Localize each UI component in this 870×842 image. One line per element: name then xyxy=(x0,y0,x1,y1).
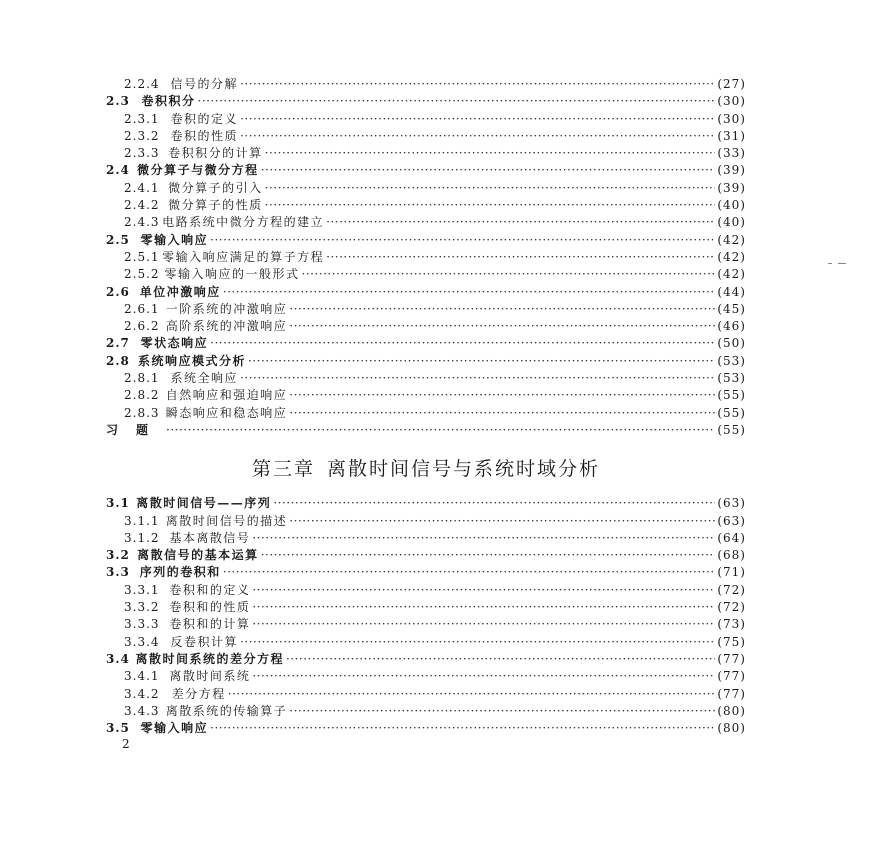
toc-entry-page: (44) xyxy=(717,284,746,299)
toc-entry-number: 3.3.2 xyxy=(124,600,160,615)
toc-dot-leader xyxy=(210,720,715,737)
toc-entry-page: (75) xyxy=(717,634,746,649)
toc-entry-title: 微分算子的引入 xyxy=(168,180,263,195)
toc-entry-page: (64) xyxy=(717,530,746,545)
toc-dot-leader xyxy=(289,387,715,404)
toc-dot-leader xyxy=(289,318,715,335)
toc-entry-page: (31) xyxy=(717,128,746,143)
scan-speck xyxy=(828,263,832,264)
toc-entry-number: 2.8.1 xyxy=(124,371,160,386)
toc-dot-leader xyxy=(240,128,715,145)
toc-entry-title: 电路系统中微分方程的建立 xyxy=(162,215,325,230)
toc-entry xyxy=(106,530,746,547)
toc-dot-leader xyxy=(289,513,715,530)
toc-entry xyxy=(106,686,746,703)
toc-entry-number: 2.4 xyxy=(106,163,130,178)
toc-entry xyxy=(106,197,746,214)
toc-entry xyxy=(106,180,746,197)
toc-entry-page: (30) xyxy=(717,94,746,109)
toc-entry-title: 离散信号的基本运算 xyxy=(137,548,259,563)
toc-entry-page: (33) xyxy=(717,146,746,161)
toc-entry-page: (77) xyxy=(717,669,746,684)
toc-entry xyxy=(106,405,746,422)
toc-entry-title: 信号的分解 xyxy=(170,77,239,91)
toc-entry-number: 3.2 xyxy=(106,548,130,563)
toc-entry-number: 3.3.3 xyxy=(124,617,160,632)
toc-entry-number: 2.8 xyxy=(106,353,130,368)
toc-entry-title: 离散时间系统 xyxy=(169,669,251,684)
toc-dot-leader xyxy=(289,301,715,318)
toc-entry xyxy=(106,301,746,318)
toc-entry-title: 基本离散信号 xyxy=(169,530,251,545)
toc-entry-title: 卷积和的定义 xyxy=(169,582,251,597)
toc-entry xyxy=(106,651,746,668)
toc-dot-leader xyxy=(252,582,715,599)
toc-dot-leader xyxy=(240,370,715,387)
toc-entry-page: (80) xyxy=(717,703,746,718)
toc-entry-page: (80) xyxy=(717,721,746,736)
toc-entry-number: 2.4.1 xyxy=(124,180,160,195)
toc-entry-title: 序列的卷积和 xyxy=(139,565,221,580)
toc-entry-title: 微分算子与微分方程 xyxy=(137,163,259,178)
toc-entry-number: 2.6.2 xyxy=(124,319,160,334)
toc-entry-title: 零输入响应满足的算子方程 xyxy=(162,249,325,264)
toc-entry xyxy=(106,266,746,283)
toc-entry xyxy=(106,668,746,685)
toc-entry-title: 离散时间信号——序列 xyxy=(136,496,272,511)
toc-entry-page: (42) xyxy=(717,267,746,282)
toc-entry xyxy=(106,111,746,128)
toc-dot-leader xyxy=(261,547,716,564)
toc-entry-title: 系统响应模式分析 xyxy=(138,353,247,368)
toc-entry-number: 2.8.3 xyxy=(124,405,160,420)
toc-entry-number: 2.3.2 xyxy=(124,128,160,143)
toc-entry xyxy=(106,76,746,93)
toc-entry-number: 2.6 xyxy=(106,284,130,299)
toc-entry-number: 2.6.1 xyxy=(124,301,160,316)
toc-entry-title: 微分算子的性质 xyxy=(168,198,263,213)
toc-dot-leader xyxy=(210,232,715,249)
toc-entry xyxy=(106,335,746,352)
toc-dot-leader xyxy=(240,634,715,651)
toc-dot-leader xyxy=(223,564,716,581)
toc-dot-leader xyxy=(273,495,715,512)
toc-entry xyxy=(106,422,746,439)
toc-section-chapter-2 xyxy=(106,76,746,439)
toc-entry-title: 零输入响应的一般形式 xyxy=(164,267,300,282)
toc-entry-title: 离散时间信号的描述 xyxy=(165,513,288,528)
toc-entry-page: (50) xyxy=(717,336,746,351)
toc-dot-leader xyxy=(289,703,715,720)
toc-entry-title: 离散时间系统的差分方程 xyxy=(135,651,284,666)
toc-entry-number: 2.5 xyxy=(106,232,130,247)
toc-dot-leader xyxy=(326,214,715,231)
toc-entry-page: (63) xyxy=(717,513,746,528)
toc-entry-number: 3.4 xyxy=(106,651,130,666)
toc-entry-page: (72) xyxy=(717,582,746,597)
toc-dot-leader xyxy=(265,180,716,197)
toc-entry-page: (46) xyxy=(717,319,746,334)
toc-entry-title: 一阶系统的冲激响应 xyxy=(165,301,288,316)
toc-entry-number: 2.2.4 xyxy=(124,77,160,91)
toc-entry-number: 2.3.3 xyxy=(124,146,160,161)
toc-entry-number: 3.3.4 xyxy=(124,634,160,649)
toc-entry-number: 2.3.1 xyxy=(124,111,160,126)
toc-dot-leader xyxy=(289,405,715,422)
toc-entry xyxy=(106,513,746,530)
toc-dot-leader xyxy=(252,599,715,616)
toc-entry-page: (30) xyxy=(717,111,746,126)
toc-entry xyxy=(106,214,746,231)
toc-entry xyxy=(106,547,746,564)
toc-entry-title: 卷积的性质 xyxy=(170,128,239,143)
toc-entry-title: 反卷积计算 xyxy=(170,634,239,649)
toc-entry-page: (45) xyxy=(717,301,746,316)
toc-dot-leader xyxy=(210,335,715,352)
toc-entry-page: (68) xyxy=(717,548,746,563)
toc-dot-leader xyxy=(326,249,715,266)
toc-entry-number: 习题 xyxy=(106,422,167,437)
toc-entry xyxy=(106,145,746,162)
toc-entry-title: 瞬态响应和稳态响应 xyxy=(165,405,288,420)
toc-dot-leader xyxy=(252,530,715,547)
toc-dot-leader xyxy=(252,616,715,633)
toc-entry-page: (72) xyxy=(717,600,746,615)
toc-dot-leader xyxy=(261,162,716,179)
toc-entry xyxy=(106,370,746,387)
toc-entry-page: (40) xyxy=(717,198,746,213)
toc-entry xyxy=(106,353,746,370)
toc-entry-title: 零输入响应 xyxy=(140,232,209,247)
toc-dot-leader xyxy=(240,111,715,128)
toc-entry-page: (77) xyxy=(717,651,746,666)
toc-entry xyxy=(106,93,746,110)
toc-entry-title: 零输入响应 xyxy=(140,721,209,736)
toc-entry xyxy=(106,162,746,179)
toc-section-chapter-3 xyxy=(106,495,746,737)
toc-entry xyxy=(106,495,746,512)
toc-entry-page: (42) xyxy=(717,249,746,264)
toc-entry-title: 卷积和的性质 xyxy=(169,600,251,615)
toc-entry xyxy=(106,582,746,599)
chapter-number: 第三章 xyxy=(251,457,315,480)
toc-dot-leader xyxy=(265,197,716,214)
toc-entry-page: (63) xyxy=(717,496,746,511)
toc-entry xyxy=(106,720,746,737)
chapter-heading xyxy=(106,439,746,495)
toc-dot-leader xyxy=(228,686,716,703)
page-number: 2 xyxy=(122,737,130,751)
toc-entry-number: 2.5.2 xyxy=(124,267,160,282)
toc-entry-title: 高阶系统的冲激响应 xyxy=(165,319,288,334)
toc-entry xyxy=(106,616,746,633)
toc-entry-number: 2.5.1 xyxy=(124,249,160,264)
toc-entry-title: 系统全响应 xyxy=(170,371,239,386)
toc-entry-page: (39) xyxy=(717,163,746,178)
toc-entry-page: (53) xyxy=(717,371,746,386)
toc-entry-number: 2.8.2 xyxy=(124,388,160,403)
toc-entry-page: (55) xyxy=(717,405,746,420)
toc-entry-number: 2.4.3 xyxy=(124,215,160,230)
toc-entry-page: (39) xyxy=(717,180,746,195)
toc-entry-title: 卷积积分的计算 xyxy=(168,146,263,161)
toc-entry xyxy=(106,599,746,616)
toc-dot-leader xyxy=(265,145,716,162)
toc-entry-number: 2.4.2 xyxy=(124,198,160,213)
toc-entry-title: 卷积积分 xyxy=(141,94,196,109)
toc-dot-leader xyxy=(248,353,715,370)
toc-entry xyxy=(106,128,746,145)
toc-dot-leader xyxy=(302,266,716,283)
toc-dot-leader xyxy=(286,651,715,668)
toc-entry-title: 自然响应和强迫响应 xyxy=(165,388,288,403)
toc-entry xyxy=(106,703,746,720)
toc-entry-page: (73) xyxy=(717,617,746,632)
toc-entry-title: 离散系统的传输算子 xyxy=(165,703,288,718)
toc-entry xyxy=(106,232,746,249)
toc-entry-number: 3.4.2 xyxy=(124,686,160,701)
toc-entry-page: (55) xyxy=(717,422,746,437)
toc-entry xyxy=(106,249,746,266)
chapter-title: 离散时间信号与系统时域分析 xyxy=(327,457,601,480)
toc-entry xyxy=(106,318,746,335)
toc-entry-number: 2.3 xyxy=(106,94,130,109)
toc-dot-leader xyxy=(198,93,716,110)
toc-dot-leader xyxy=(252,668,715,685)
toc-entry-title: 单位冲激响应 xyxy=(139,284,221,299)
toc-entry-title: 差分方程 xyxy=(171,686,226,701)
toc-entry-title: 零状态响应 xyxy=(140,336,209,351)
toc-entry-page: (42) xyxy=(717,232,746,247)
toc-entry xyxy=(106,387,746,404)
toc-entry-number: 3.1 xyxy=(106,496,130,511)
toc-entry-number: 2.7 xyxy=(106,336,130,351)
toc-entry-title: 卷积和的计算 xyxy=(169,617,251,632)
toc-entry-page: (27) xyxy=(717,77,746,91)
toc-entry xyxy=(106,564,746,581)
toc-entry-number: 3.1.1 xyxy=(124,513,160,528)
toc-entry-number: 3.3 xyxy=(106,565,130,580)
scan-speck xyxy=(838,263,846,264)
toc-entry-number: 3.4.3 xyxy=(124,703,160,718)
toc-entry-number: 3.3.1 xyxy=(124,582,160,597)
toc-entry-page: (71) xyxy=(717,565,746,580)
toc-entry-page: (55) xyxy=(717,388,746,403)
toc-dot-leader xyxy=(240,76,715,93)
toc-entry-page: (77) xyxy=(717,686,746,701)
toc-dot-leader xyxy=(166,422,715,439)
toc-entry-number: 3.1.2 xyxy=(124,530,160,545)
table-of-contents xyxy=(106,76,746,737)
toc-entry-page: (53) xyxy=(717,353,746,368)
toc-entry xyxy=(106,634,746,651)
toc-dot-leader xyxy=(223,284,716,301)
toc-entry-number: 3.5 xyxy=(106,721,130,736)
toc-entry-page: (40) xyxy=(717,215,746,230)
toc-entry-title: 卷积的定义 xyxy=(170,111,239,126)
toc-entry-number: 3.4.1 xyxy=(124,669,160,684)
toc-entry xyxy=(106,284,746,301)
